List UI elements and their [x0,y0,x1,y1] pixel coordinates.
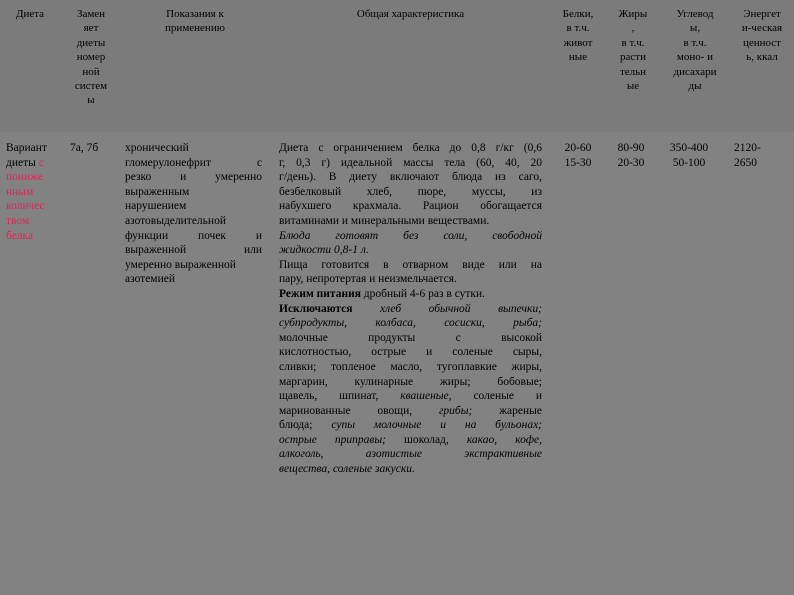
indication-line: азотемией [125,273,175,286]
header-replaces-line: ной [82,65,100,78]
general-line: Диета с ограничением белка до 0,8 г/кг (0,6 [279,142,542,154]
header-carbs [660,7,730,93]
header-fat-line: тельн [619,65,647,78]
header-carbs-line: ды [688,80,702,93]
general-line: кислотностью, острые и соленые сыры, [279,346,542,359]
general-line: сливки; топленое масло, тугоплавкие жиры, [279,360,542,373]
header-fat [608,7,658,93]
header-general: Общая характеристика [356,8,465,20]
general-line: безбелковый хлеб, пюре, муссы, из [279,185,542,198]
header-replaces-line: яет [83,22,99,35]
cell-energy [734,141,790,170]
header-carbs-line: ы, [689,22,701,35]
header-fat-line: в т.ч. [621,36,645,49]
general-line: маринованные овощи, грибы; жареные [279,404,542,417]
carbs-value: 350-400 [669,142,709,154]
general-line-italic: жидкости 0,8-1 л. [279,244,369,257]
general-line-italic: Блюда готовят без соли, свободной [279,229,542,242]
header-replaces-line: ы [87,94,95,107]
header-carbs-line: в т.ч. [683,36,707,49]
general-line: витаминами и минеральными веществами. [279,214,490,227]
protein-value: 20-60 [564,142,592,154]
indication-line: нарушением [125,200,187,213]
general-line: блюда; супы молочные и на бульонах; [279,419,542,432]
cell-fat [606,141,656,170]
cell-replaces: 7а, 7б [70,142,99,154]
general-line: молочные продукты с высокой [279,331,542,344]
header-energy-line: Энергет [743,8,781,20]
header-energy-line: ь, ккал [746,51,778,64]
indication-line: выраженной или [125,244,262,257]
general-line: алкоголь, азотистые экстрактивные [279,448,542,461]
regime-label: Режим питания [279,287,361,300]
header-fat-line: расти [620,51,646,64]
header-protein [553,7,603,65]
header-indications-line: применению [165,22,225,35]
header-carbs-line: Углевод [676,8,714,20]
indication-line: резко и умеренно [125,171,262,184]
header-replaces-line: систем [74,80,108,93]
header-fat-line: , [631,22,635,35]
header-replaces-line: диеты [76,36,106,49]
indication-line: гломерулонефрит с [125,156,262,169]
fat-value: 80-90 [617,142,645,154]
header-fat-line: ые [626,80,640,93]
header-protein-line: Белки, [562,8,594,20]
variant-red-text: твом [6,214,30,227]
indication-line: выраженным [125,185,190,198]
energy-value: 2650 [734,156,757,169]
general-line: пару, непротертая и неизмельчается. [279,273,457,286]
header-replaces-line: номер [76,51,106,64]
indication-line: азотовыделительной [125,214,226,227]
cell-diet-variant: Вариант диеты с пониже нным количес твом белка [6,141,62,243]
header-replaces-line: Замен [76,8,106,20]
indication-line: умеренно выраженной [125,258,236,271]
indication-line: функции почек и [125,229,262,242]
header-diet: Диета [15,8,45,20]
header-protein-line: живот [563,36,593,49]
header-energy [731,7,793,65]
cell-general-characteristics [279,141,542,477]
header-indications-line: Показания к [166,8,224,20]
variant-red-text: с [38,156,44,169]
variant-red-text: количес [6,200,45,213]
protein-value: 15-30 [564,156,592,169]
header-protein-line: ные [568,51,588,64]
general-line-regime: Режим питания дробный 4-6 раз в сутки. [279,287,486,300]
header-indications [125,7,265,36]
energy-value: 2120- [734,142,761,154]
general-line: щавель, шпинат, квашеные, соленые и [279,390,543,403]
header-protein-line: в т.ч. [566,22,590,35]
fat-value: 20-30 [617,156,645,169]
general-line: маргарин, кулинарные жиры; бобовые; [279,375,542,388]
excluded-label: Исключаются [279,302,353,315]
general-line: субпродукты, колбаса, сосиски, рыба; [279,317,542,330]
variant-red-text: белка [6,229,34,242]
general-line: Пища готовится в отварном виде или на [279,258,542,271]
cell-protein [553,141,603,170]
general-line: набухшего крахмала. Рацион обогащается [279,200,542,213]
variant-red-text: нным [6,185,34,198]
cell-indications [125,141,262,287]
header-energy-line: ценност [742,36,781,49]
header-energy-line: и-ческая [741,22,783,35]
general-line: вещества, соленые закуски. [279,463,415,476]
header-replaces [64,7,118,108]
general-line: г, 0,3 г) идеальной массы тела (60, 40, 20 [279,156,542,169]
carbs-value: 50-100 [672,156,706,169]
cell-carbs [660,141,718,170]
general-line: г/день). В диету включают блюда из саго, [279,171,542,184]
header-carbs-line: моно- и [676,51,714,64]
general-line: острые приправы; шоколад, какао, кофе, [279,433,543,446]
indication-line: хронический [125,142,189,154]
header-fat-line: Жиры [618,8,648,20]
variant-red-text: пониже [6,171,44,184]
header-carbs-line: дисахари [673,65,717,78]
general-line-excluded: Исключаются хлеб обычной выпечки; [279,302,542,315]
